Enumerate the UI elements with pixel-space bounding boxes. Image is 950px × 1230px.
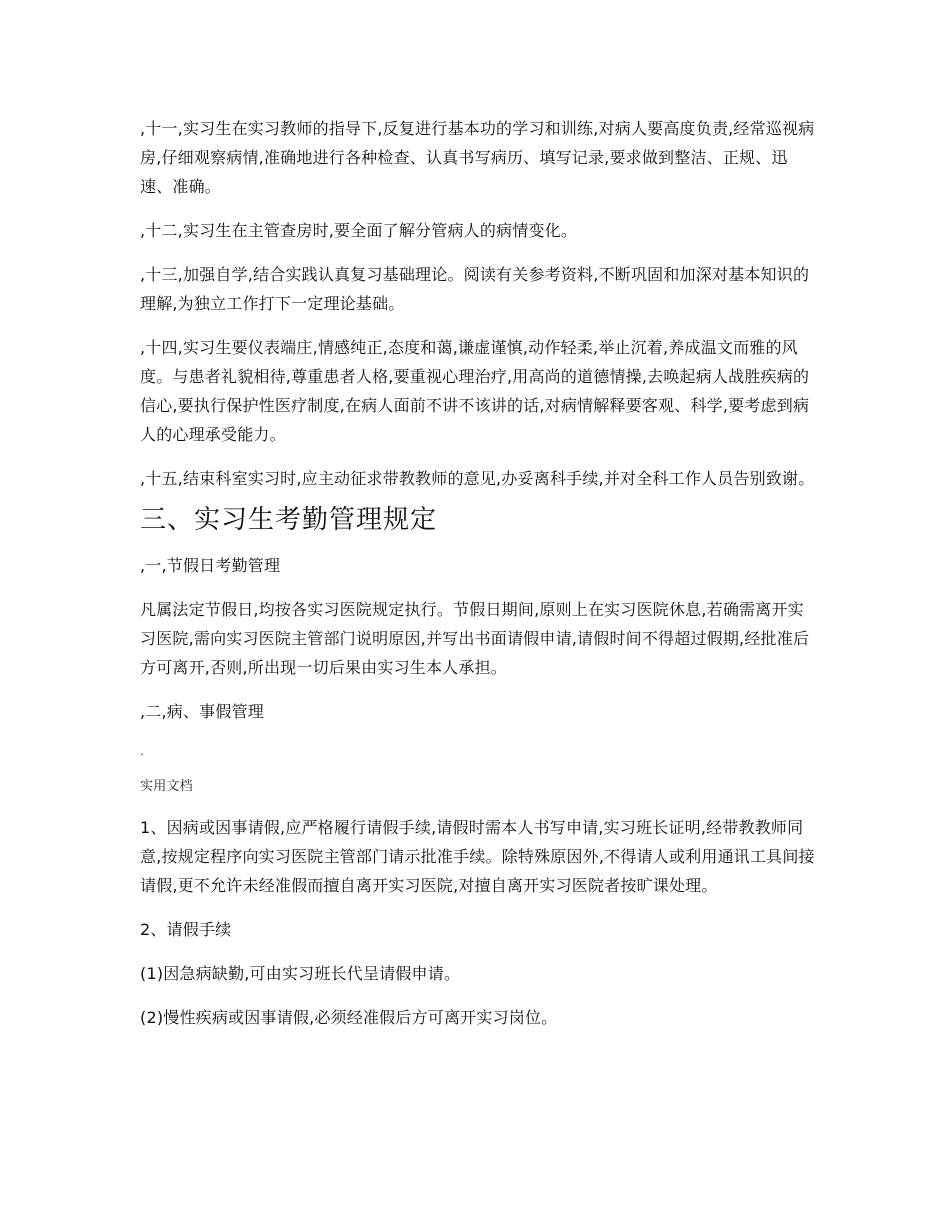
subsection-title-leave: ,二,病、事假管理 — [140, 702, 264, 721]
leave-rule-1: 1、因病或因事请假,应严格履行请假手续,请假时需本人书写申请,实习班长证明,经带教教师同意,按规定程序向实习医院主管部门请示批准手续。除特殊原因外,不得请人或利用通讯工具间接请假,更不允许未经准假而擅自离开实习医院,对擅自离开实习医院者按旷课处理。 — [140, 818, 815, 895]
leave-procedure-item-1: (1)因急病缺勤,可由实习班长代呈请假申请。 — [140, 964, 461, 983]
paragraph-item-15: ,十五,结束科室实习时,应主动征求带教教师的意见,办妥离科手续,并对全科工作人员告别致谢。 — [140, 469, 815, 488]
paragraph-item-13: ,十三,加强自学,结合实践认真复习基础理论。阅读有关参考资料,不断巩固和加深对基本知识的理解,为独立工作打下一定理论基础。 — [140, 265, 810, 313]
section-heading: 三、实习生考勤管理规定 — [140, 505, 438, 535]
paragraph-item-12: ,十二,实习生在主管查房时,要全面了解分管病人的病情变化。 — [140, 221, 578, 240]
leave-procedure-title: 2、请假手续 — [140, 920, 232, 939]
document-page — [140, 114, 820, 1032]
paragraph-item-11: ,十一,实习生在实习教师的指导下,反复进行基本功的学习和训练,对病人要高度负责,经常巡视病房,仔细观察病情,准确地进行各种检查、认真书写病历、填写记录,要求做到整洁、正规、迅速、准确。 — [140, 119, 815, 196]
paragraph-item-14: ,十四,实习生要仪表端庄,情感纯正,态度和蔼,谦虚谨慎,动作轻柔,举止沉着,养成温文而雅的风度。与患者礼貌相待,尊重患者人格,要重视心理治疗,用高尚的道德情操,去唤起病人战胜疾病的信心,要执行保护性医疗制度,在病人面前不讲不该讲的话,对病情解释要客观、科学,要考虑到病人的心理承受能力。 — [140, 338, 810, 444]
subsection-body-holiday: 凡属法定节假日,均按各实习医院规定执行。节假日期间,原则上在实习医院休息,若确需离开实习医院,需向实习医院主管部门说明原因,并写出书面请假申请,请假时间不得超过假期,经批准后方可离开,否则,所出现一切后果由实习生本人承担。 — [140, 600, 810, 677]
page-break-dot: . — [140, 744, 145, 758]
subsection-title-holiday: ,一,节假日考勤管理 — [140, 556, 281, 575]
leave-procedure-item-2: (2)慢性疾病或因事请假,必须经准假后方可离开实习岗位。 — [140, 1008, 558, 1027]
footer-label: 实用文档 — [140, 779, 193, 794]
